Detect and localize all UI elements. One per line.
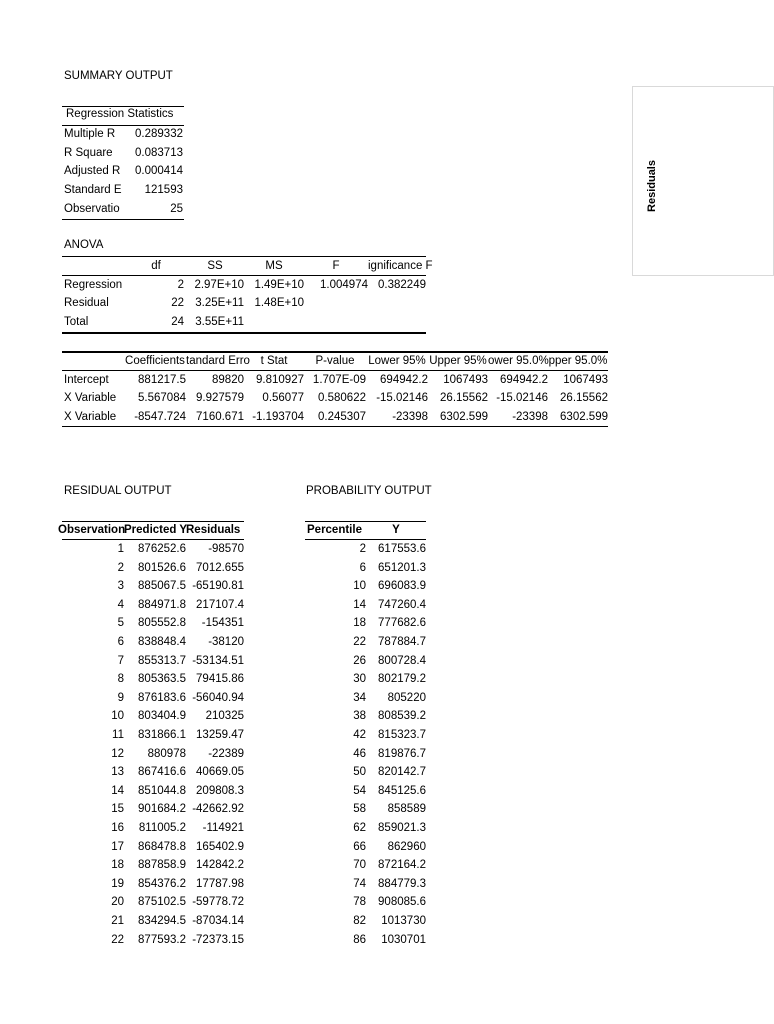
residual-cell: -53134.51 bbox=[192, 655, 244, 667]
residual-cell: 877593.2 bbox=[138, 934, 186, 946]
anova-cell bbox=[304, 313, 368, 331]
coef-header-cell: Coefficients bbox=[125, 355, 185, 367]
y-cell: 820142.7 bbox=[378, 766, 426, 778]
residual-cell: 805363.5 bbox=[138, 673, 186, 685]
anova-header-line bbox=[62, 275, 426, 276]
anova-cell: 22 bbox=[171, 297, 184, 309]
residual-observation: 20 bbox=[111, 896, 124, 908]
residual-observation: 1 bbox=[117, 543, 124, 555]
anova-cell: 3.55E+11 bbox=[195, 316, 244, 328]
anova-cell bbox=[368, 294, 426, 312]
coef-cell: 9.810927 bbox=[256, 374, 304, 386]
residual-cell: 867416.6 bbox=[138, 766, 186, 778]
y-cell: 800728.4 bbox=[378, 655, 426, 667]
y-cell: 777682.6 bbox=[378, 617, 426, 629]
percentile-cell: 42 bbox=[353, 729, 366, 741]
residual-observation: 7 bbox=[117, 655, 124, 667]
coef-cell: 0.245307 bbox=[318, 411, 366, 423]
coef-row-label: X Variable bbox=[64, 411, 117, 423]
residual-cell: -38120 bbox=[208, 636, 244, 648]
residual-observation: 16 bbox=[111, 822, 124, 834]
y-cell: 859021.3 bbox=[378, 822, 426, 834]
stat-label: Observatio bbox=[64, 203, 120, 215]
coef-cell: -23398 bbox=[392, 411, 428, 423]
coef-header-cell: Upper 95% bbox=[429, 355, 487, 367]
percentile-cell: 58 bbox=[353, 803, 366, 815]
residual-header-cell: Observation bbox=[58, 524, 126, 536]
percentile-cell: 82 bbox=[353, 915, 366, 927]
y-cell: 884779.3 bbox=[378, 878, 426, 890]
percentile-cell: 54 bbox=[353, 785, 366, 797]
coef-header-cell: pper 95.0% bbox=[548, 355, 608, 367]
residual-cell: 142842.2 bbox=[196, 859, 244, 871]
anova-header-cell: ignificance F bbox=[368, 260, 433, 272]
anova-header-cell: MS bbox=[265, 260, 283, 272]
residual-cell: 868478.8 bbox=[138, 841, 186, 853]
coef-cell: 5.567084 bbox=[138, 392, 186, 404]
anova-cell: 1.49E+10 bbox=[254, 279, 304, 291]
anova-row-label: Residual bbox=[64, 297, 109, 309]
stat-label: R Square bbox=[64, 147, 113, 159]
coef-cell: 7160.671 bbox=[196, 411, 244, 423]
residual-cell: -72373.15 bbox=[192, 934, 244, 946]
residual-cell: 210325 bbox=[205, 710, 244, 722]
residual-observation: 21 bbox=[111, 915, 124, 927]
residual-cell: 79415.86 bbox=[196, 673, 244, 685]
coef-cell: -8547.724 bbox=[134, 411, 186, 423]
anova-cell: 2 bbox=[177, 279, 184, 291]
residual-cell: 884971.8 bbox=[138, 599, 186, 611]
residual-cell: 880978 bbox=[147, 748, 186, 760]
coef-header-line bbox=[62, 370, 608, 371]
residual-observation: 3 bbox=[117, 580, 124, 592]
coef-cell: 6302.599 bbox=[560, 411, 608, 423]
anova-cell: 1.48E+10 bbox=[254, 297, 304, 309]
residual-cell: -114921 bbox=[202, 822, 244, 834]
residual-header-cell: Predicted Y bbox=[124, 524, 188, 536]
residual-cell: 165402.9 bbox=[196, 841, 244, 853]
y-cell: 1030701 bbox=[381, 934, 426, 946]
coef-bottom-line bbox=[62, 426, 608, 427]
percentile-cell: 18 bbox=[353, 617, 366, 629]
anova-cell: 2.97E+10 bbox=[194, 279, 244, 291]
probability-header-cell: Y bbox=[392, 524, 400, 536]
anova-row-label: Total bbox=[64, 316, 89, 328]
residual-cell: -22389 bbox=[208, 748, 244, 760]
residual-observation: 9 bbox=[117, 692, 124, 704]
coef-cell: -23398 bbox=[512, 411, 548, 423]
coef-cell: 0.580622 bbox=[318, 392, 366, 404]
residual-cell: -59778.72 bbox=[192, 896, 244, 908]
anova-header-cell: F bbox=[332, 260, 340, 272]
anova-bottom-line bbox=[62, 332, 426, 334]
percentile-cell: 50 bbox=[353, 766, 366, 778]
coef-cell: 89820 bbox=[212, 374, 244, 386]
y-cell: 617553.6 bbox=[378, 543, 426, 555]
residual-observation: 19 bbox=[111, 878, 124, 890]
percentile-cell: 78 bbox=[353, 896, 366, 908]
residual-cell: -98570 bbox=[208, 543, 244, 555]
anova-header-cell bbox=[64, 257, 128, 275]
coef-cell: -15.02146 bbox=[376, 392, 428, 404]
stat-label: Multiple R bbox=[64, 128, 116, 140]
residual-cell: 876252.6 bbox=[138, 543, 186, 555]
y-cell: 802179.2 bbox=[378, 673, 426, 685]
coef-row-label: X Variable bbox=[64, 392, 117, 404]
percentile-cell: 62 bbox=[353, 822, 366, 834]
stat-label: Standard E bbox=[64, 184, 122, 196]
y-cell: 651201.3 bbox=[378, 562, 426, 574]
y-cell: 819876.7 bbox=[378, 748, 426, 760]
residual-cell: -42662.92 bbox=[192, 803, 244, 815]
coef-cell: 9.927579 bbox=[196, 392, 244, 404]
anova-cell: 3.25E+11 bbox=[195, 297, 244, 309]
anova-row-label: Regression bbox=[64, 279, 123, 291]
residual-cell: 811005.2 bbox=[138, 822, 186, 834]
coef-cell: 6302.599 bbox=[440, 411, 488, 423]
percentile-cell: 34 bbox=[353, 692, 366, 704]
y-cell: 808539.2 bbox=[378, 710, 426, 722]
percentile-cell: 74 bbox=[353, 878, 366, 890]
residual-observation: 12 bbox=[111, 748, 124, 760]
percentile-cell: 46 bbox=[353, 748, 366, 760]
residual-cell: 875102.5 bbox=[138, 896, 186, 908]
residual-observation: 11 bbox=[112, 729, 124, 741]
coef-header-cell: P-value bbox=[315, 355, 355, 367]
residual-cell: 885067.5 bbox=[138, 580, 186, 592]
percentile-cell: 38 bbox=[353, 710, 366, 722]
y-cell: 908085.6 bbox=[378, 896, 426, 908]
anova-cell bbox=[244, 313, 304, 331]
anova-cell: 0.382249 bbox=[378, 279, 426, 291]
anova-cell bbox=[304, 294, 368, 312]
anova-header-cell: df bbox=[151, 260, 161, 272]
coef-header-cell: tandard Erro bbox=[186, 355, 250, 367]
coef-header-cell: Lower 95% bbox=[368, 355, 426, 367]
residual-cell: 854376.2 bbox=[138, 878, 186, 890]
residual-cell: 855313.7 bbox=[138, 655, 186, 667]
residual-cell: -65190.81 bbox=[192, 580, 244, 592]
residual-cell: 838848.4 bbox=[138, 636, 186, 648]
anova-title: ANOVA bbox=[64, 239, 104, 251]
coef-header-cell: t Stat bbox=[260, 355, 288, 367]
percentile-cell: 10 bbox=[353, 580, 366, 592]
residual-cell: 217107.4 bbox=[196, 599, 244, 611]
coef-header-cell: ower 95.0% bbox=[488, 355, 549, 367]
residual-observation: 6 bbox=[117, 636, 124, 648]
summary-title: SUMMARY OUTPUT bbox=[64, 70, 173, 82]
reg-stats-top-line bbox=[62, 106, 184, 107]
residual-cell: 831866.1 bbox=[138, 729, 186, 741]
y-cell: 845125.6 bbox=[378, 785, 426, 797]
residual-cell: 801526.6 bbox=[138, 562, 186, 574]
residual-cell: 876183.6 bbox=[138, 692, 186, 704]
residual-observation: 4 bbox=[117, 599, 124, 611]
coef-cell: 0.56077 bbox=[262, 392, 304, 404]
residual-observation: 5 bbox=[117, 617, 124, 629]
residual-observation: 18 bbox=[111, 859, 124, 871]
percentile-cell: 2 bbox=[359, 543, 366, 555]
anova-header-cell: SS bbox=[207, 260, 223, 272]
stat-value: 121593 bbox=[144, 184, 183, 196]
reg-stats-bottom-line bbox=[62, 219, 184, 220]
y-cell: 815323.7 bbox=[378, 729, 426, 741]
stat-value: 0.000414 bbox=[135, 165, 183, 177]
y-cell: 696083.9 bbox=[378, 580, 426, 592]
residual-cell: 803404.9 bbox=[138, 710, 186, 722]
percentile-cell: 86 bbox=[353, 934, 366, 946]
coef-header-cell bbox=[64, 352, 128, 370]
residual-cell: 17787.98 bbox=[196, 878, 244, 890]
coef-cell: 26.15562 bbox=[560, 392, 608, 404]
coef-cell: -1.193704 bbox=[252, 411, 304, 423]
coef-cell: 881217.5 bbox=[138, 374, 186, 386]
residual-cell: 887858.9 bbox=[138, 859, 186, 871]
residual-header-cell: Residuals bbox=[186, 524, 241, 536]
y-cell: 787884.7 bbox=[378, 636, 426, 648]
residuals-axis-label: Residuals bbox=[646, 160, 658, 212]
reg-stats-header: Regression Statistics bbox=[66, 108, 174, 120]
residual-header-line bbox=[62, 539, 244, 540]
stat-value: 25 bbox=[170, 203, 183, 215]
residual-observation: 22 bbox=[111, 934, 124, 946]
residual-cell: -87034.14 bbox=[192, 915, 244, 927]
residual-observation: 17 bbox=[111, 841, 124, 853]
residual-cell: -56040.94 bbox=[192, 692, 244, 704]
percentile-cell: 30 bbox=[353, 673, 366, 685]
residual-observation: 13 bbox=[111, 766, 124, 778]
residual-observation: 8 bbox=[117, 673, 124, 685]
residual-observation: 2 bbox=[117, 562, 124, 574]
coef-cell: 694942.2 bbox=[380, 374, 428, 386]
y-cell: 1013730 bbox=[381, 915, 426, 927]
percentile-cell: 22 bbox=[353, 636, 366, 648]
probability-header-line bbox=[305, 539, 426, 540]
coef-cell: 26.15562 bbox=[440, 392, 488, 404]
coef-row-label: Intercept bbox=[64, 374, 109, 386]
stat-label: Adjusted R bbox=[64, 165, 121, 177]
y-cell: 747260.4 bbox=[378, 599, 426, 611]
residual-cell: 40669.05 bbox=[196, 766, 244, 778]
coef-cell: 694942.2 bbox=[500, 374, 548, 386]
residual-output-title: RESIDUAL OUTPUT bbox=[64, 485, 172, 497]
residual-cell: 209808.3 bbox=[196, 785, 244, 797]
percentile-cell: 14 bbox=[353, 599, 366, 611]
probability-output-title: PROBABILITY OUTPUT bbox=[306, 485, 432, 497]
stat-value: 0.083713 bbox=[135, 147, 183, 159]
coef-cell: 1067493 bbox=[563, 374, 608, 386]
y-cell: 805220 bbox=[387, 692, 426, 704]
percentile-cell: 6 bbox=[359, 562, 366, 574]
stat-value: 0.289332 bbox=[135, 128, 183, 140]
y-cell: 862960 bbox=[387, 841, 426, 853]
residual-cell: 834294.5 bbox=[138, 915, 186, 927]
residual-observation: 14 bbox=[111, 785, 124, 797]
residual-cell: 13259.47 bbox=[196, 729, 244, 741]
percentile-cell: 70 bbox=[353, 859, 366, 871]
residual-cell: 7012.655 bbox=[196, 562, 244, 574]
anova-cell bbox=[368, 313, 426, 331]
y-cell: 858589 bbox=[387, 803, 426, 815]
anova-cell: 1.004974 bbox=[320, 279, 368, 291]
percentile-cell: 66 bbox=[353, 841, 366, 853]
residual-cell: 805552.8 bbox=[138, 617, 186, 629]
coef-cell: -15.02146 bbox=[496, 392, 548, 404]
residual-cell: 851044.8 bbox=[138, 785, 186, 797]
residual-cell: -154351 bbox=[201, 617, 244, 629]
probability-header-cell: Percentile bbox=[307, 524, 362, 536]
residual-observation: 15 bbox=[111, 803, 124, 815]
y-cell: 872164.2 bbox=[378, 859, 426, 871]
coef-cell: 1067493 bbox=[443, 374, 488, 386]
coef-cell: 1.707E-09 bbox=[312, 374, 366, 386]
residual-cell: 901684.2 bbox=[138, 803, 186, 815]
residual-observation: 10 bbox=[111, 710, 124, 722]
anova-cell: 24 bbox=[171, 316, 184, 328]
percentile-cell: 26 bbox=[353, 655, 366, 667]
